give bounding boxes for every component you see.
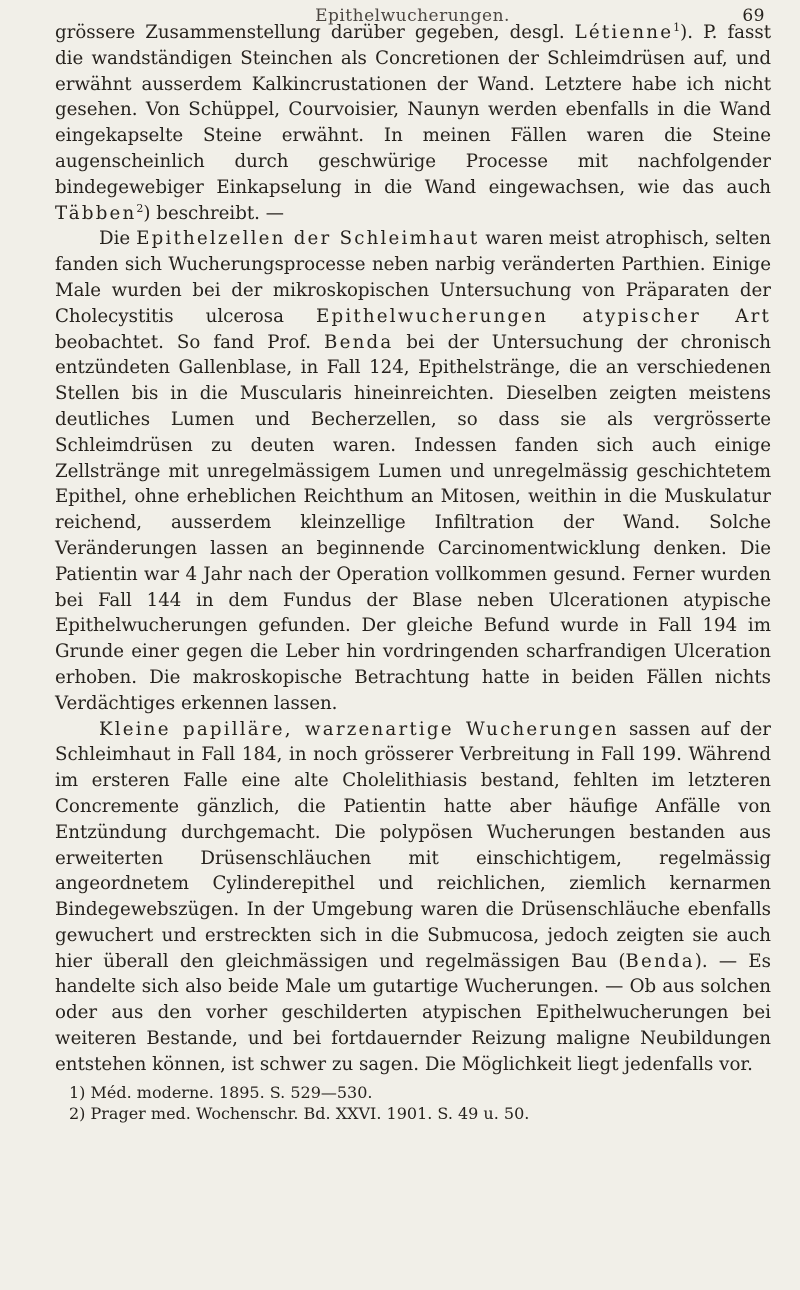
paragraph-3 [55,717,771,1078]
text-segment: ). P. fasst die wandständigen Steinchen als Concretionen der Schleimdrüsen auf, und erwähnt ausserdem Kalkincrustationen der Wand. Letztere habe ich nicht gesehen. Von Schüppel, Courvoisier, Naunyn werden ebenfalls in die Wand eingekapselte Steine erwähnt. In meinen Fällen waren die Steine augenscheinlich durch geschwürige Processe mit nachfolgender bindegewebiger Einkapselung in die Wand eingewachsen, wie das auch [55,22,771,198]
text-segment: sassen auf der Schleimhaut in Fall 184, in noch grösserer Verbreitung in Fall 199. Während im ersteren Falle eine alte Cholelithiasis bestand, fehlten im letzteren Concremente gänzlich, die Patientin hatte aber häufige Anfälle von Entzündung durchgemacht. Die polypösen Wucherungen bestanden aus erweiterten Drüsenschläuchen mit einschichtigem, regelmässig angeordnetem Cylinderepithel und reichlichen, ziemlich kernarmen Bindegewebszügen. In der Umgebung waren die Drüsenschläuche ebenfalls gewuchert und erstreckten sich in die Submucosa, jedoch zeigten sie auch hier überall den gleichmässigen und regelmässigen Bau ( [55,718,771,972]
footnote-ref-2: 2 [136,201,144,215]
running-title: Epithelwucherungen. [315,6,510,26]
author-name-benda: Benda [625,950,695,972]
section-term-epithelzellen: Epithelzellen der Schleimhaut [136,228,480,250]
text-segment: grössere Zusammenstellung darüber gegeben, desgl. [55,22,575,43]
text-segment: Die [99,228,137,250]
text-segment: ). — Es handelte sich also beide Male um gutartige Wucherungen. — Ob aus solchen oder aus den vorher geschilderten atypischen Epithelwucherungen bei weiteren Bestande, und bei fortdauernder Reizung maligne Neubildungen entstehen können, ist schwer zu sagen. Die Möglichkeit liegt jedenfalls vor. [55,950,771,1075]
text-segment: ) beschreibt. — [143,202,284,224]
body-text [55,20,771,1124]
section-term-wucherungen: Kleine papilläre, warzenartige Wucherungen [99,718,619,740]
page-number: 69 [742,6,765,26]
text-segment: bei der Untersuchung der chronisch entzündeten Gallenblase, in Fall 124, Epithelstränge, die an verschiedenen Stellen bis in die Muscularis hineinreichten. Dieselben zeigten meistens deutliches Lumen und Becherzellen, so dass sie als vergrösserte Schleimdrüsen zu deuten waren. Indessen fanden sich auch einige Zellstränge mit unregelmässigem Lumen und unregelmässig geschichtetem Epithel, ohne erheblichen Reichthum an Mitosen, weithin in die Muskulatur reichend, ausserdem kleinzellige Infiltration der Wand. Solche Veränderungen lassen an beginnende Carcinomentwicklung denken. Die Patientin war 4 Jahr nach der Operation vollkommen gesund. Ferner wurden bei Fall 144 in dem Fundus der Blase neben Ulcerationen atypische Epithelwucherungen gefunden. Der gleiche Befund wurde in Fall 194 im Grunde einer gegen die Leber hin vordringenden scharfrandigen Ulceration erhoben. Die makroskopische Betrachtung hatte in beiden Fällen nichts Verdächtiges erkennen lassen. [55,331,771,714]
footnotes [55,1082,771,1124]
author-name-letienne: Létienne [574,22,674,43]
paragraph-2 [55,226,771,716]
footnote-1: 1) Méd. moderne. 1895. S. 529—530. [69,1082,373,1102]
author-name-tabben: Täbben [55,202,137,224]
text-segment: beobachtet. So fand Prof. [55,331,325,353]
footnote-2: 2) Prager med. Wochenschr. Bd. XXVI. 1901. S. 49 u. 50. [69,1103,530,1123]
author-name-benda: Benda [324,331,394,353]
emphasis-epithelwucherungen: Epithelwucherungen atypischer Art [316,305,771,327]
paragraph-1 [55,20,771,226]
text-segment: waren meist atrophisch, selten fanden sich Wucherungsprocesse neben narbig veränderten Parthien. Einige Male wurden bei der mikroskopischen Untersuchung von Präparaten der Cholecystitis ulcerosa [55,228,772,327]
footnote-ref-1: 1 [673,20,681,34]
